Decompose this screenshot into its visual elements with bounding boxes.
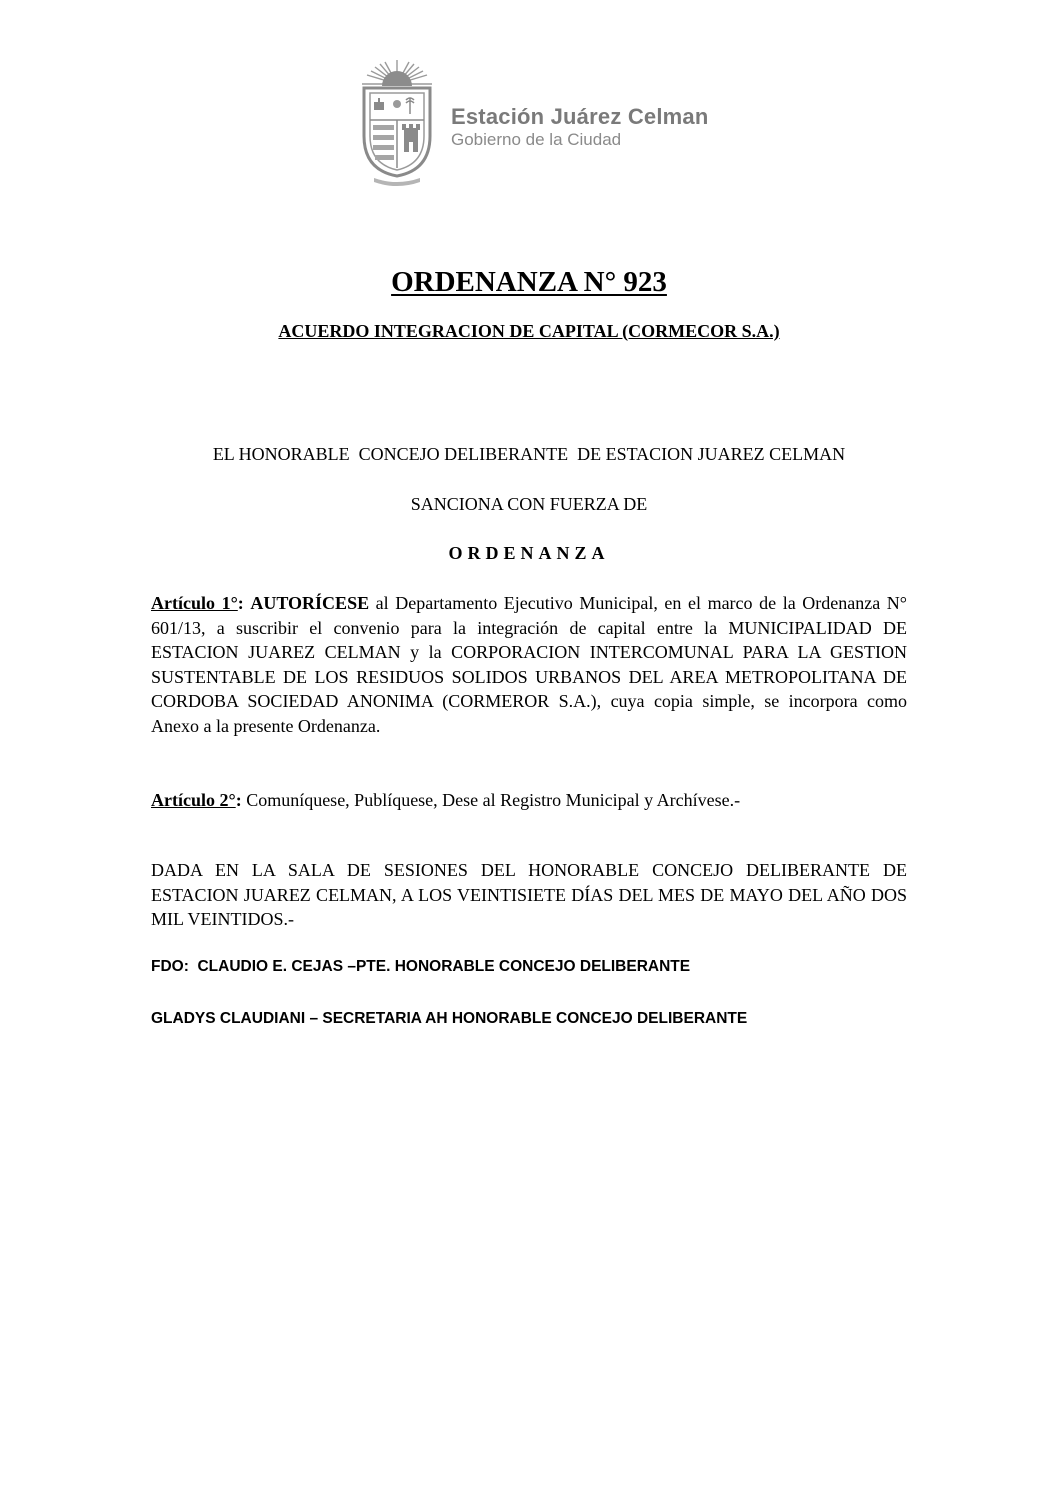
article-2-colon: :: [235, 790, 242, 810]
article-2-label: Artículo 2°: [151, 790, 236, 810]
article-2-text: Comuníquese, Publíquese, Dese al Registro Municipal y Archívese.-: [241, 790, 741, 810]
city-subtitle: Gobierno de la Ciudad: [451, 130, 622, 149]
coat-of-arms-icon: [352, 58, 442, 188]
letterhead: [352, 58, 732, 190]
article-1-label: Artículo 1°: [151, 593, 238, 613]
city-name: Estación Juárez Celman: [451, 104, 709, 129]
article-1: [151, 591, 907, 739]
letterhead-text: [451, 104, 709, 150]
sanciona-line: SANCIONA CON FUERZA DE: [410, 494, 648, 514]
article-2: [151, 788, 907, 813]
council-line: EL HONORABLE CONCEJO DELIBERANTE DE ESTACION JUAREZ CELMAN: [212, 444, 846, 464]
signature-president: FDO: CLAUDIO E. CEJAS –PTE. HONORABLE CONCEJO DELIBERANTE: [151, 958, 691, 975]
document-subtitle: ACUERDO INTEGRACION DE CAPITAL (CORMECOR S.A.): [278, 321, 780, 341]
article-1-keyword: AUTORÍCESE: [250, 593, 370, 613]
document-title: ORDENANZA N° 923: [391, 266, 667, 298]
dada-paragraph: DADA EN LA SALA DE SESIONES DEL HONORABLE CONCEJO DELIBERANTE DE ESTACION JUAREZ CELMAN, A LOS VEINTISIETE DÍAS DEL MES DE MAYO DEL AÑO DOS MIL VEINTIDOS.-: [151, 860, 907, 930]
article-1-colon: :: [237, 593, 244, 613]
signature-secretary: GLADYS CLAUDIANI – SECRETARIA AH HONORABLE CONCEJO DELIBERANTE: [151, 1010, 748, 1027]
article-1-text: al Departamento Ejecutivo Municipal, en el marco de la Ordenanza N° 601/13, a suscribir el convenio para la integración de capital entre la MUNICIPALIDAD DE ESTACION JUAREZ CELMAN y la CORPORACION INTERCOMUNAL PARA LA GESTION SUSTENTABLE DE LOS RESIDUOS SOLIDOS URBANOS DEL AREA METROPOLITANA DE CORDOBA SOCIEDAD ANONIMA (CORMEROR S.A.), cuya copia simple, se incorpora como Anexo a la presente Ordenanza.: [151, 593, 908, 736]
ordenanza-heading: ORDENANZA: [448, 543, 610, 563]
